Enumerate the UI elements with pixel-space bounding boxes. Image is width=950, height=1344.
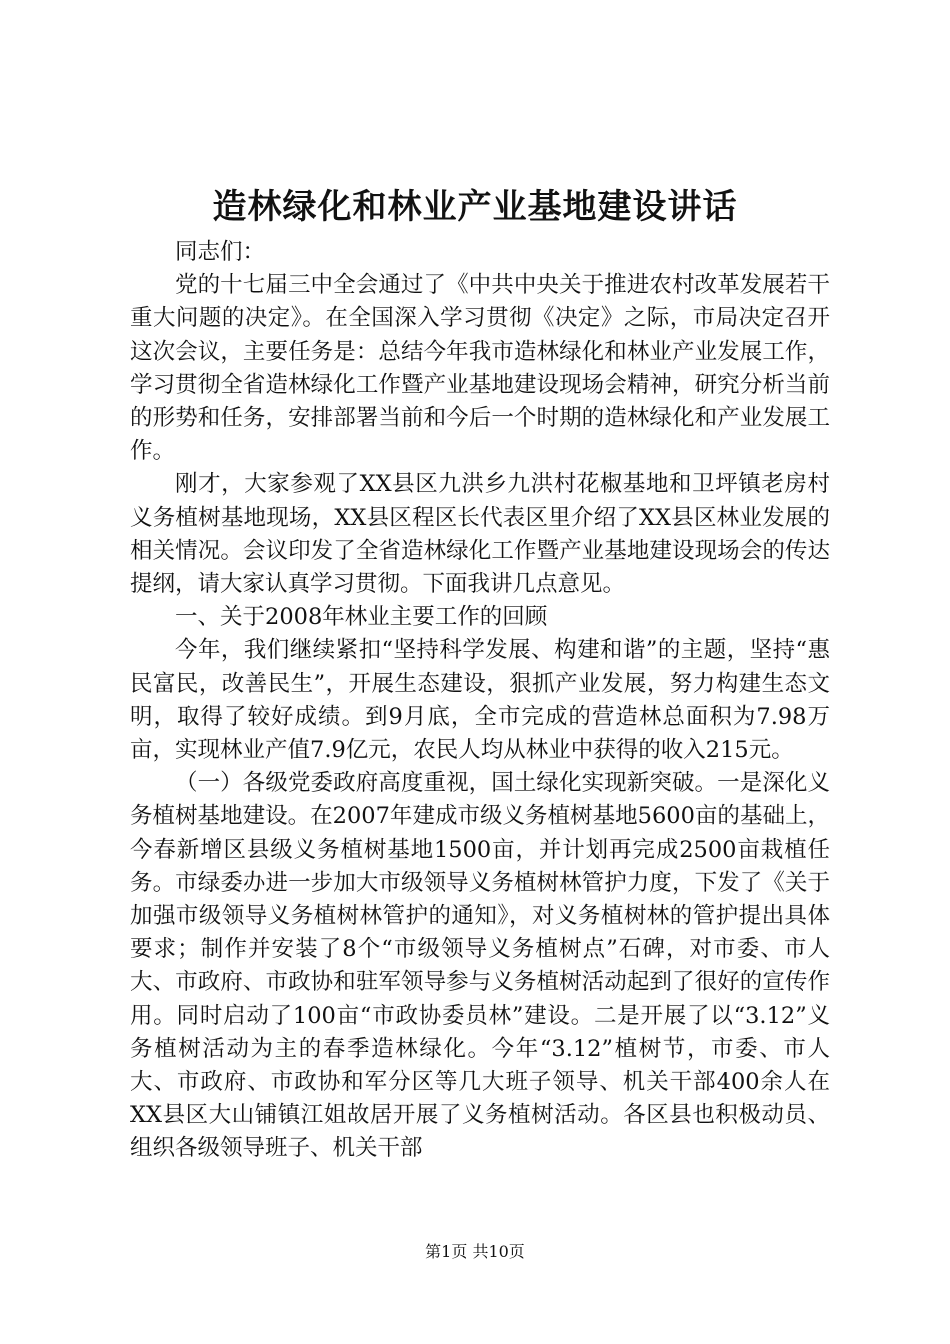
document-body	[130, 236, 830, 1166]
salutation-paragraph: 同志们：	[175, 239, 266, 265]
body-paragraph: 党的十七届三中全会通过了《中共中央关于推进农村改革发展若干重大问题的决定》。在全国深入学习贯彻《决定》之际，市局决定召开这次会议，主要任务是：总结今年我市造林绿化和林业产业发展工作，学习贯彻全省造林绿化工作暨产业基地建设现场会精神，研究分析当前的形势和任务，安排部署当前和今后一个时期的造林绿化和产业发展工作。	[130, 272, 830, 465]
body-paragraph: 刚才，大家参观了XX县区九洪乡九洪村花椒基地和卫坪镇老房村义务植树基地现场，XX县区程区长代表区里介绍了XX县区林业发展的相关情况。会议印发了全省造林绿化工作暨产业基地建设现场会的传达提纲，请大家认真学习贯彻。下面我讲几点意见。	[130, 471, 830, 598]
body-paragraph: 今年，我们继续紧扣“坚持科学发展、构建和谐”的主题，坚持“惠民富民，改善民生”，开展生态建设，狠抓产业发展，努力构建生态文明，取得了较好成绩。到9月底，全市完成的营造林总面积为7.98万亩，实现林业产值7.9亿元，农民人均从林业中获得的收入215元。	[130, 637, 830, 764]
section-heading: 一、关于2008年林业主要工作的回顾	[175, 604, 548, 631]
body-paragraph: （一）各级党委政府高度重视，国土绿化实现新突破。一是深化义务植树基地建设。在2007年建成市级义务植树基地5600亩的基础上，今春新增区县级义务植树基地1500亩，并计划再完成2500亩栽植任务。市绿委办进一步加大市级领导义务植树林管护力度，下发了《关于加强市级领导义务植树林管护的通知》，对义务植树林的管护提出具体要求；制作并安装了8个“市级领导义务植树点”石碑，对市委、市人大、市政府、市政协和驻军领导参与义务植树活动起到了很好的宣传作用。同时启动了100亩“市政协委员林”建设。二是开展了以“3.12”义务植树活动为主的春季造林绿化。今年“3.12”植树节，市委、市人大、市政府、市政协和军分区等几大班子领导、机关干部400余人在XX县区大山铺镇江姐故居开展了义务植树活动。各区县也积极动员、组织各级领导班子、机关干部	[130, 770, 830, 1162]
page-number: 第1页 共10页	[425, 1242, 525, 1261]
document-title: 造林绿化和林业产业基地建设讲话	[212, 187, 738, 227]
